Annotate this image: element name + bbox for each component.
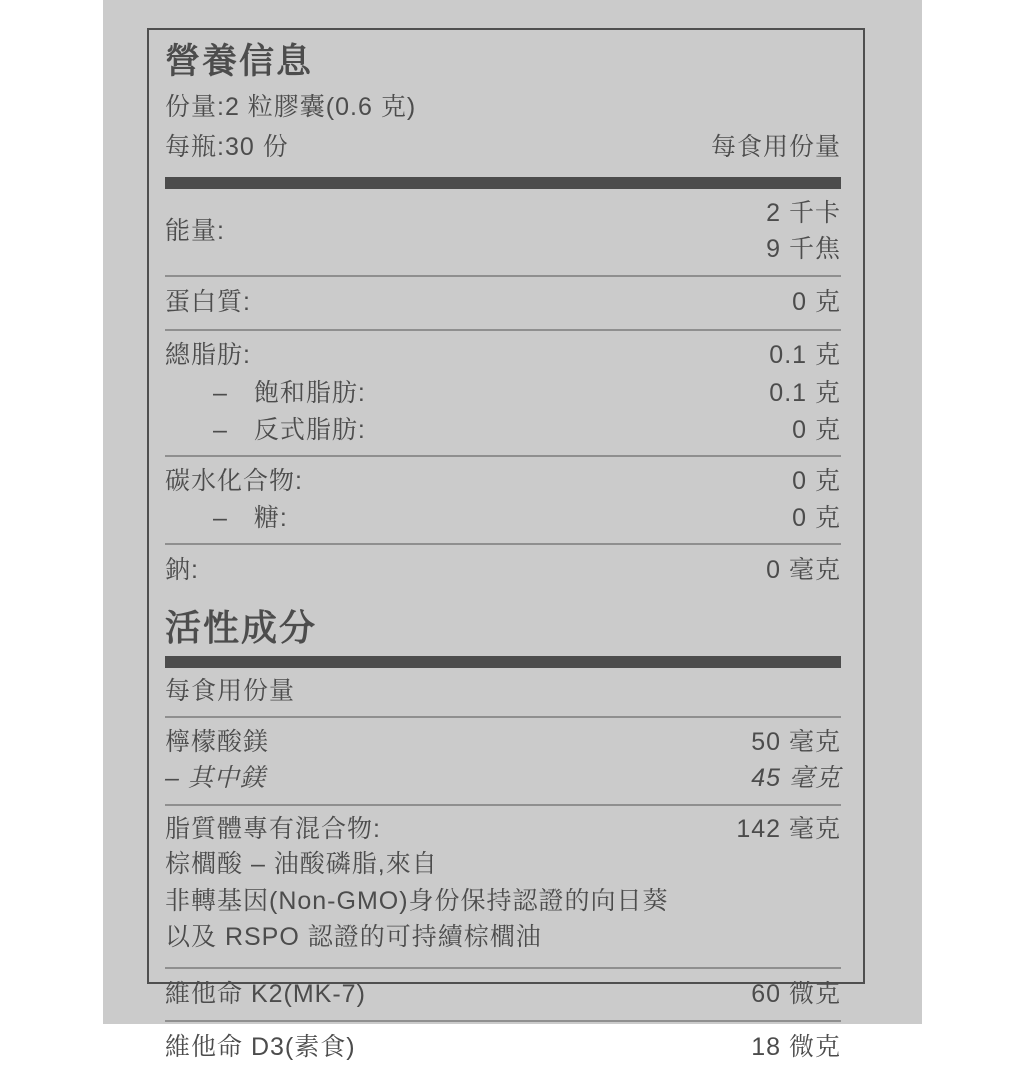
per-serving-header: 每食用份量 [710,132,841,161]
vitamin-d3-row [165,1022,841,1074]
magnesium-citrate-value: 50 毫克 [751,727,841,756]
elemental-magnesium-value: 45 毫克 [751,764,841,793]
label-panel [103,0,922,1062]
sugar-label: – 糖: [213,503,288,532]
active-ingredients-title: 活性成分 [165,606,318,648]
serving-size-line: 份量:2 粒膠囊(0.6 克) [165,93,417,122]
trans-fat-row [165,412,841,456]
energy-row [165,189,841,276]
active-per-serving-row [165,668,841,716]
elemental-magnesium-row [165,760,841,804]
protein-row [165,277,841,329]
saturated-fat-row [165,373,841,412]
blend-desc-line-2: 非轉基因(Non-GMO)身份保持認證的向日葵 [165,886,669,915]
trans-fat-value: 0 克 [792,415,841,444]
saturated-fat-value: 0.1 克 [769,379,841,408]
liposomal-blend-row [165,806,841,846]
magnesium-citrate-row [165,718,841,761]
servings-per-bottle-row [165,132,841,163]
sodium-value: 0 毫克 [766,556,841,585]
total-fat-label: 總脂肪: [165,340,251,369]
vitamin-k2-label: 維他命 K2(MK-7) [165,979,366,1008]
sugar-row [165,500,841,544]
liposomal-blend-value: 142 毫克 [736,814,841,843]
elemental-magnesium-label: – 其中鎂 [165,764,266,793]
total-fat-value: 0.1 克 [769,340,841,369]
liposomal-blend-description [165,847,841,967]
vitamin-d3-label: 維他命 D3(素食) [165,1033,356,1062]
servings-per-bottle: 每瓶:30 份 [165,132,289,161]
nutrition-facts-box [147,28,865,1062]
energy-kcal: 2 千卡 [766,198,841,227]
trans-fat-label: – 反式脂肪: [213,415,366,444]
sodium-row [165,545,841,597]
blend-desc-line-1: 棕櫚酸 – 油酸磷脂,來自 [165,850,438,879]
carbohydrate-value: 0 克 [792,467,841,496]
sodium-label: 鈉: [165,556,199,585]
vitamin-k2-row [165,969,841,1021]
thick-separator-active [165,656,841,668]
total-fat-row [165,331,841,374]
vitamin-k2-value: 60 微克 [751,979,841,1008]
carbohydrate-label: 碳水化合物: [165,467,303,496]
liposomal-blend-label: 脂質體專有混合物: [165,814,381,843]
protein-label: 蛋白質: [165,288,251,317]
energy-kj: 9 千焦 [766,235,841,263]
vitamin-d3-value: 18 微克 [751,1033,841,1062]
magnesium-citrate-label: 檸檬酸鎂 [165,727,270,756]
protein-value: 0 克 [792,288,841,317]
carbohydrate-row [165,457,841,500]
blend-desc-line-3: 以及 RSPO 認證的可持續棕櫚油 [165,923,542,952]
nutrition-title: 營養信息 [165,42,314,81]
thick-separator-top [165,177,841,189]
energy-label: 能量: [165,216,225,245]
energy-values [766,195,841,268]
active-per-serving-label: 每食用份量 [165,677,296,706]
saturated-fat-label: – 飽和脂肪: [213,379,366,408]
sugar-value: 0 克 [792,503,841,532]
